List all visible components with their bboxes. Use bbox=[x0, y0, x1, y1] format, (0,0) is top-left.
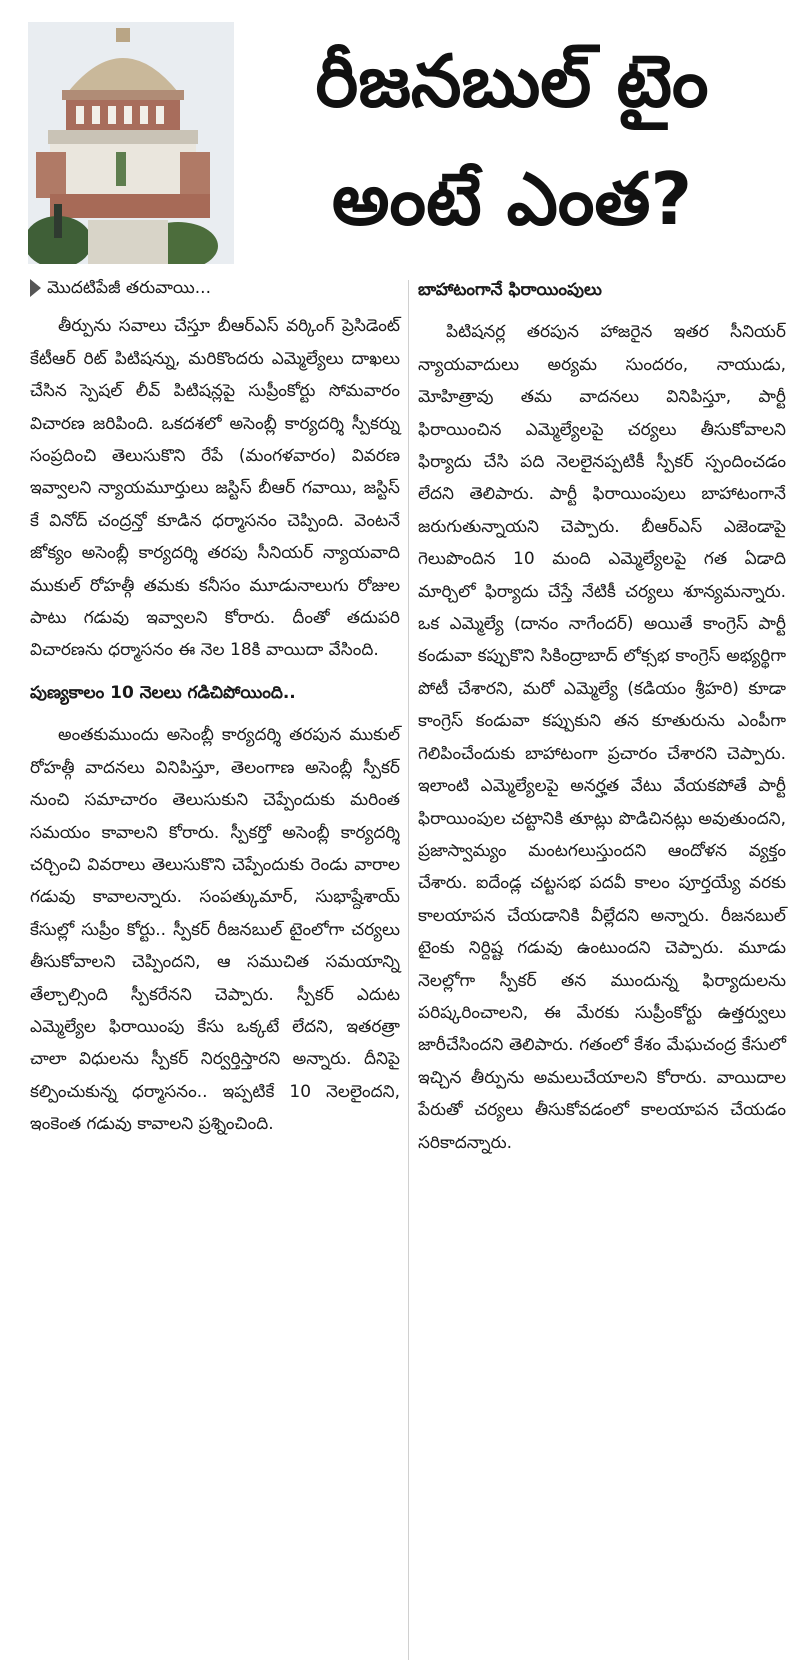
continuation-text: మొదటిపేజీ తరువాయి... bbox=[47, 278, 211, 298]
headline-line-1: రీజనబుల్ టైం bbox=[315, 39, 709, 123]
article-paragraph: అంతకుముందు అసెంబ్లీ కార్యదర్శి తరపున ముకుల్ రోహత్గీ వాదనలు వినిపిస్తూ, తెలంగాణ అసెంబ్లీ స్పీకర్ నుంచి సమాచారం తెలుసుకుని చెప్పేందుకు మరింత సమయం కావాలని కోరారు. స్పీకర్తో అసెంబ్లీ కార్యదర్శి చర్చించి వివరాలు తెలుసుకొని చెప్పేందుకు రెండు వారాల గడువు కావాలన్నారు. సంపత్కుమార్, సుభాష్దేశాయ్ కేసుల్లో సుప్రీం కోర్టు.. స్పీకర్ రీజనబుల్ టైంలోగా చర్యలు తీసుకోవాలని చెప్పిందని, ఆ సముచిత సమయాన్ని తేల్చాల్సింది స్పీకరేనని చెప్పారు. స్పీకర్ ఎదుట ఎమ్మెల్యేల ఫిరాయింపు కేసు ఒక్కటే లేదని, ఇతరత్రా చాలా విధులను స్పీకర్ నిర్వర్తిస్తారని అన్నారు. దీనిపై కల్పించుకున్న ధర్మాసనం.. ఇప్పటికే 10 నెలలైందని, ఇంకెంత గడువు కావాలని ప్రశ్నించింది. bbox=[30, 725, 400, 1135]
section-subheading: పుణ్యకాలం 10 నెలలు గడిచిపోయింది.. bbox=[30, 682, 296, 703]
right-column bbox=[418, 272, 786, 1165]
section-subheading: బాహాటంగానే ఫిరాయింపులు bbox=[418, 280, 602, 300]
headline bbox=[242, 22, 782, 258]
article-paragraph: తీర్పును సవాలు చేస్తూ బీఆర్ఎస్ వర్కింగ్ ప్రెసిడెంట్ కేటీఆర్ రిట్ పిటిషన్ను, మరికొందరు ఎమ్మెల్యేలు దాఖలు చేసిన స్పెషల్ లీవ్ పిటిషన్లపై సుప్రీంకోర్టు సోమవారం విచారణ జరిపింది. ఒకదశలో అసెంబ్లీ కార్యదర్శి స్పీకర్ను సంప్రదించి తెలుసుకొని రేపే (మంగళవారం) వివరణ ఇవ్వాలని న్యాయమూర్తులు జస్టిస్ బీఆర్ గవాయి, జస్టిస్ కే వినోద్ చంద్రన్తో కూడిన ధర్మాసనం చెప్పింది. వెంటనే జోక్యం అసెంబ్లీ కార్యదర్శి తరపు సీనియర్ న్యాయవాది ముకుల్ రోహత్గీ తమకు కనీసం మూడునాలుగు రోజుల పాటు గడువు ఇవ్వాలని కోరారు. దీంతో తదుపరి విచారణను ధర్మాసనం ఈ నెల 18కి వాయిదా వేసింది. bbox=[30, 316, 400, 661]
arrow-right-icon bbox=[30, 279, 41, 297]
supreme-court-building-illustration bbox=[28, 22, 234, 264]
column-divider bbox=[408, 280, 409, 1660]
headline-line-2: అంటే ఎంత? bbox=[331, 157, 693, 241]
supreme-court-photo bbox=[28, 22, 234, 264]
continuation-marker bbox=[30, 272, 400, 304]
article-paragraph: పిటిషనర్ల తరపున హాజరైన ఇతర సీనియర్ న్యాయవాదులు అర్యమ సుందరం, నాయుడు, మోహిత్రావు తమ వాదనలు వినిపిస్తూ, పార్టీ ఫిరాయించిన ఎమ్మెల్యేలపై చర్యలు తీసుకోవాలని ఫిర్యాదు చేసి పది నెలలైనప్పటికీ స్పీకర్ స్పందించడం లేదని తెలిపారు. పార్టీ ఫిరాయింపులు బాహాటంగానే జరుగుతున్నాయని చెప్పారు. బీఆర్ఎస్ ఎజెండాపై గెలుపొందిన 10 మంది ఎమ్మెల్యేలపై గత ఏడాది మార్చిలో ఫిర్యాదు చేస్తే నేటికీ చర్యలు శూన్యమన్నారు. ఒక ఎమ్మెల్యే (దానం నాగేందర్) అయితే కాంగ్రెస్ పార్టీ కండువా కప్పుకొని సికింద్రాబాద్ లోక్సభ కాంగ్రెస్ అభ్యర్థిగా పోటీ చేశారని, మరో ఎమ్మెల్యే (కడియం శ్రీహరి) కూడా కాంగ్రెస్ కండువా కప్పుకుని తన కూతురును ఎంపీగా గెలిపించేందుకు బాహాటంగా ప్రచారం చేశారని చెప్పారు. ఇలాంటి ఎమ్మెల్యేలపై అనర్హత వేటు వేయకపోతే పార్టీ ఫిరాయింపుల చట్టానికి తూట్లు పొడిచినట్లు అవుతుందని, ప్రజాస్వామ్యం మంటగలుస్తుందని ఆందోళన వ్యక్తం చేశారు. ఐదేండ్ల చట్టసభ పదవీ కాలం పూర్తయ్యే వరకు కాలయాపన చేయడానికి వీల్లేదని అన్నారు. రీజనబుల్ టైంకు నిర్దిష్ట గడువు ఉంటుందని చెప్పారు. మూడు నెలల్లోగా స్పీకర్ తన ముందున్న ఫిర్యాదులను పరిష్కరించాలని, ఈ మేరకు సుప్రీంకోర్టు ఉత్తర్వులు జారీచేసిందని తెలిపారు. గతంలో కేశం మేఘచంద్ర కేసులో ఇచ్చిన తీర్పును అమలుచేయాలని కోరారు. వాయిదాల పేరుతో చర్యలు తీసుకోవడంలో కాలయాపన చేయడం సరికాదన్నారు. bbox=[418, 322, 786, 1153]
left-column bbox=[30, 272, 400, 1147]
